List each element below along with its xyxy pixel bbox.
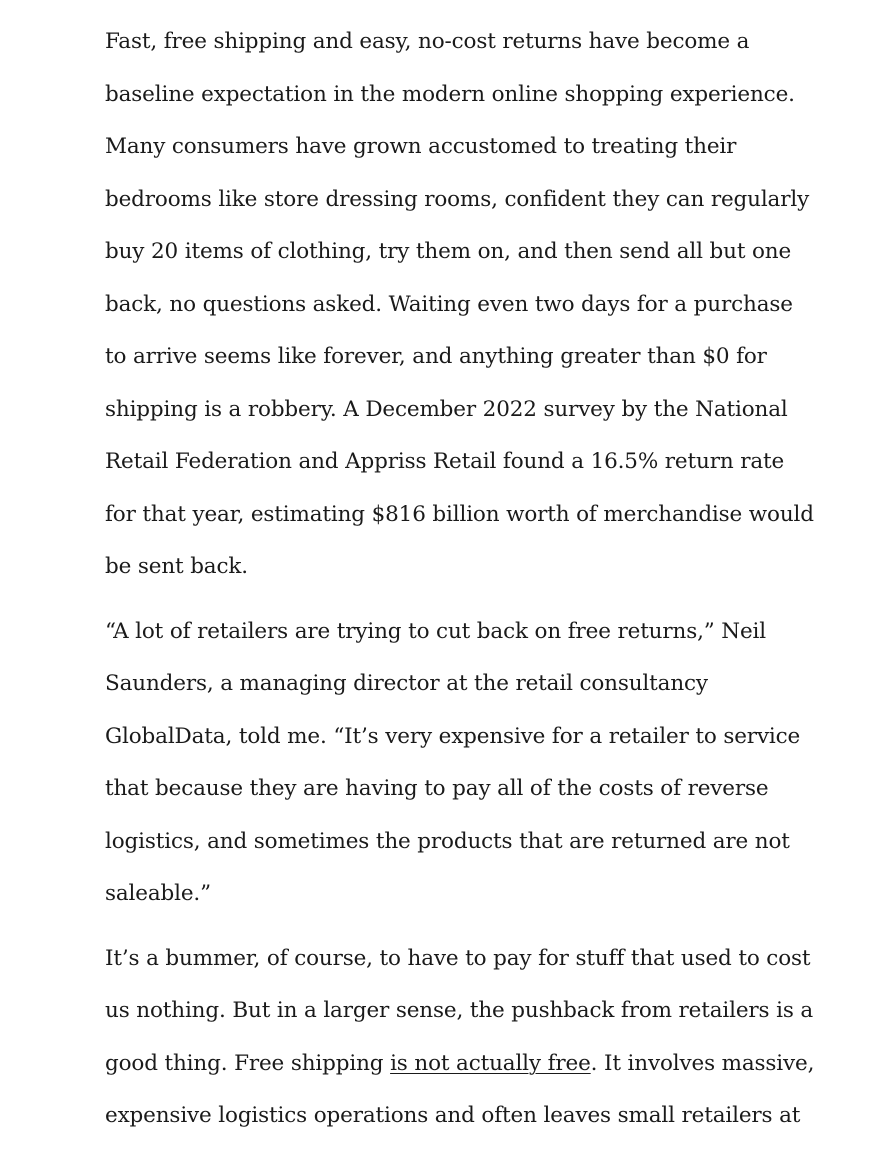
paragraph-3-text-before-link: It’s a bummer, of course, to have to pay for stuff that used to cost us nothing. But in a larger sense, the pushback from retailers is a good thing. Free shipping [105,945,814,1076]
free-shipping-link[interactable]: is not actually free [390,1050,591,1076]
paragraph-2: “A lot of retailers are trying to cut back on free returns,” Neil Saunders, a managing director at the retail consultancy GlobalData, told me. “It’s very expensive for a retailer to service that because they are having to pay all of the costs of reverse logistics, and sometimes the products that are returned are not saleable.” [105,618,801,906]
paragraph-1: Fast, free shipping and easy, no-cost returns have become a baseline expectation in the modern online shopping experience. Many consumers have grown accustomed to treating their bedrooms like store dressing rooms, confident they can regularly buy 20 items of clothing, try them on, and then send all but one back, no questions asked. Waiting even two days for a purchase to arrive seems like forever, and anything greater than $0 for shipping is a robbery. A December 2022 survey by the National Retail Federation and Appriss Retail found a 16.5% return rate for that year, estimating $816 billion worth of merchandise would be sent back. [105,29,814,579]
paragraph-3-text-after-link: . It involves massive, expensive logistics operations and often leaves small retailers at [105,1050,815,1128]
article-body [105,16,815,1155]
paragraph-3 [105,933,815,1143]
